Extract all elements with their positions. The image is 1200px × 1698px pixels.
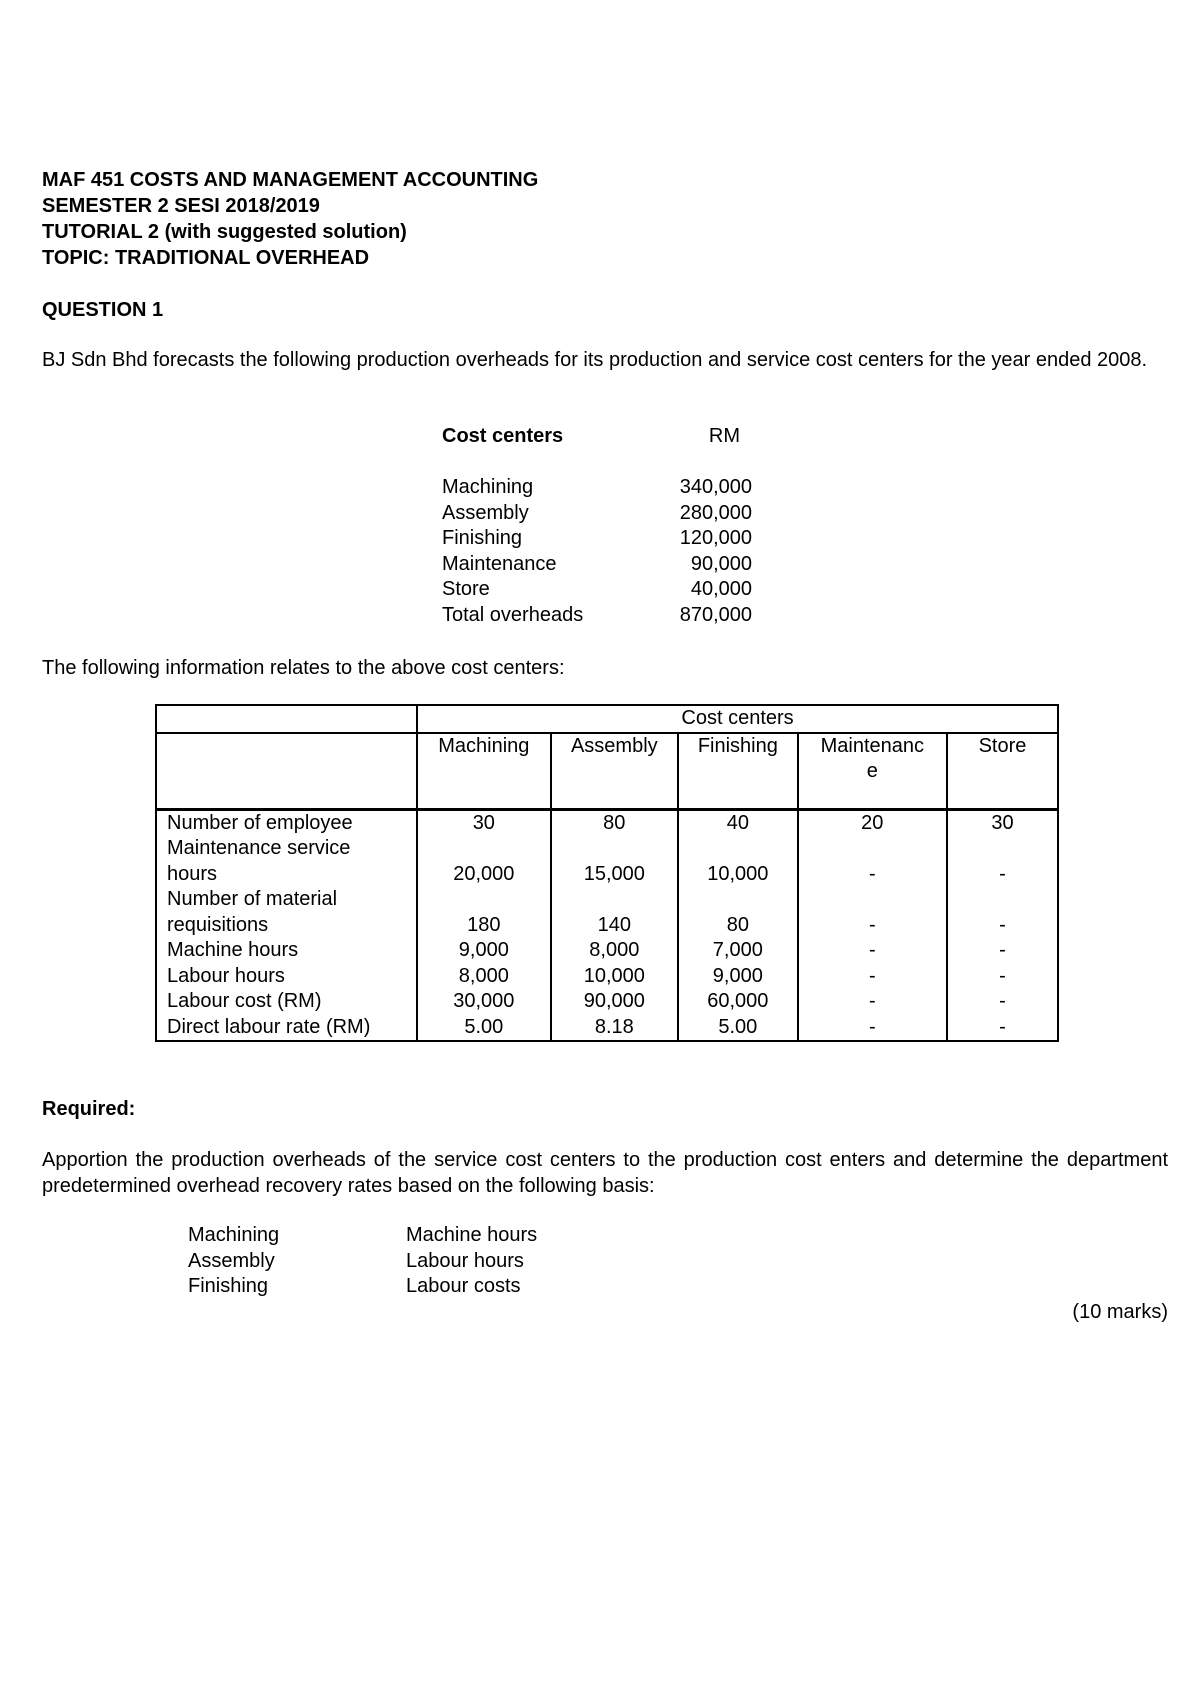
table-bottom-border	[156, 1040, 1058, 1041]
row-labels: Number of employee Maintenance service hours Number of material requisitions Machine hours Labour hours Labour cost (RM) Direct labour rate (RM)	[156, 809, 417, 1040]
column-values-assembly: 80 15,000 140 8,000 10,000 90,000 8.18	[551, 809, 679, 1040]
cost-center-info-table	[155, 704, 1059, 1042]
semester-line: SEMESTER 2 SESI 2018/2019	[42, 195, 320, 217]
basis-department: Machining	[188, 1224, 280, 1246]
cost-center-item	[442, 526, 782, 552]
column-header: Assembly	[551, 733, 679, 810]
cost-center-amount: 280,000	[679, 501, 752, 524]
document-header	[42, 167, 538, 271]
basis-item	[188, 1274, 537, 1300]
cost-center-amount: 340,000	[679, 476, 752, 498]
required-title: Required:	[42, 1098, 136, 1120]
basis-item	[188, 1223, 537, 1249]
cost-center-name: Machining	[442, 476, 534, 498]
question-title: QUESTION 1	[42, 299, 164, 321]
cost-center-heading: Cost centers	[442, 425, 564, 447]
cost-center-amount: 40,000	[690, 578, 752, 600]
column-header: Finishing	[678, 733, 798, 810]
column-header: Maintenanc e	[798, 733, 947, 810]
cost-center-amount: 90,000	[690, 552, 752, 575]
basis-method: Machine hours	[406, 1224, 538, 1246]
cost-center-name: Maintenance	[442, 552, 557, 575]
cost-center-amount: 870,000	[679, 603, 752, 626]
basis-method: Labour hours	[406, 1249, 524, 1272]
table-body	[156, 809, 1058, 1040]
basis-method: Labour costs	[406, 1275, 521, 1297]
column-values-machining: 30 20,000 180 9,000 8,000 30,000 5.00	[417, 809, 550, 1040]
basis-department: Finishing	[188, 1275, 269, 1297]
cost-center-item	[442, 501, 782, 527]
table-corner-cell	[156, 705, 417, 733]
cost-center-item	[442, 552, 782, 578]
course-title: MAF 451 COSTS AND MANAGEMENT ACCOUNTING	[42, 169, 539, 191]
cost-center-item	[442, 475, 782, 501]
column-values-maintenance: 20 - - - - - -	[798, 809, 947, 1040]
cost-center-name: Finishing	[442, 527, 523, 549]
cost-center-list-header	[442, 424, 782, 450]
cost-center-total	[442, 603, 782, 629]
basis-department: Assembly	[188, 1249, 275, 1272]
basis-list	[188, 1223, 537, 1300]
column-values-finishing: 40 10,000 80 7,000 9,000 60,000 5.00	[678, 809, 798, 1040]
currency-unit: RM	[708, 425, 740, 447]
table-corner-cell	[156, 733, 417, 810]
column-header: Machining	[417, 733, 550, 810]
table-group-header-row	[156, 705, 1058, 733]
question-intro: BJ Sdn Bhd forecasts the following production overheads for its production and service cost centers for the year ended 2008.	[42, 349, 1148, 371]
table-group-header: Cost centers	[417, 705, 1058, 733]
cost-center-name: Total overheads	[442, 603, 584, 626]
info-text: The following information relates to the above cost centers:	[42, 657, 565, 679]
cost-center-name: Store	[442, 578, 490, 600]
column-header: Store	[947, 733, 1058, 810]
column-values-store: 30 - - - - - -	[947, 809, 1058, 1040]
table-column-header-row	[156, 733, 1058, 810]
required-text: Apportion the production overheads of the service cost centers to the production cost enters and determine the department predetermined overhead recovery rates based on the following basis:	[42, 1149, 1168, 1197]
cost-center-item	[442, 577, 782, 603]
tutorial-line: TUTORIAL 2 (with suggested solution)	[42, 221, 407, 243]
topic-line: TOPIC: TRADITIONAL OVERHEAD	[42, 247, 370, 269]
cost-center-list	[442, 424, 782, 628]
marks-label: (10 marks)	[1072, 1301, 1168, 1323]
cost-center-amount: 120,000	[679, 527, 752, 549]
cost-center-name: Assembly	[442, 501, 529, 524]
basis-item	[188, 1249, 537, 1275]
